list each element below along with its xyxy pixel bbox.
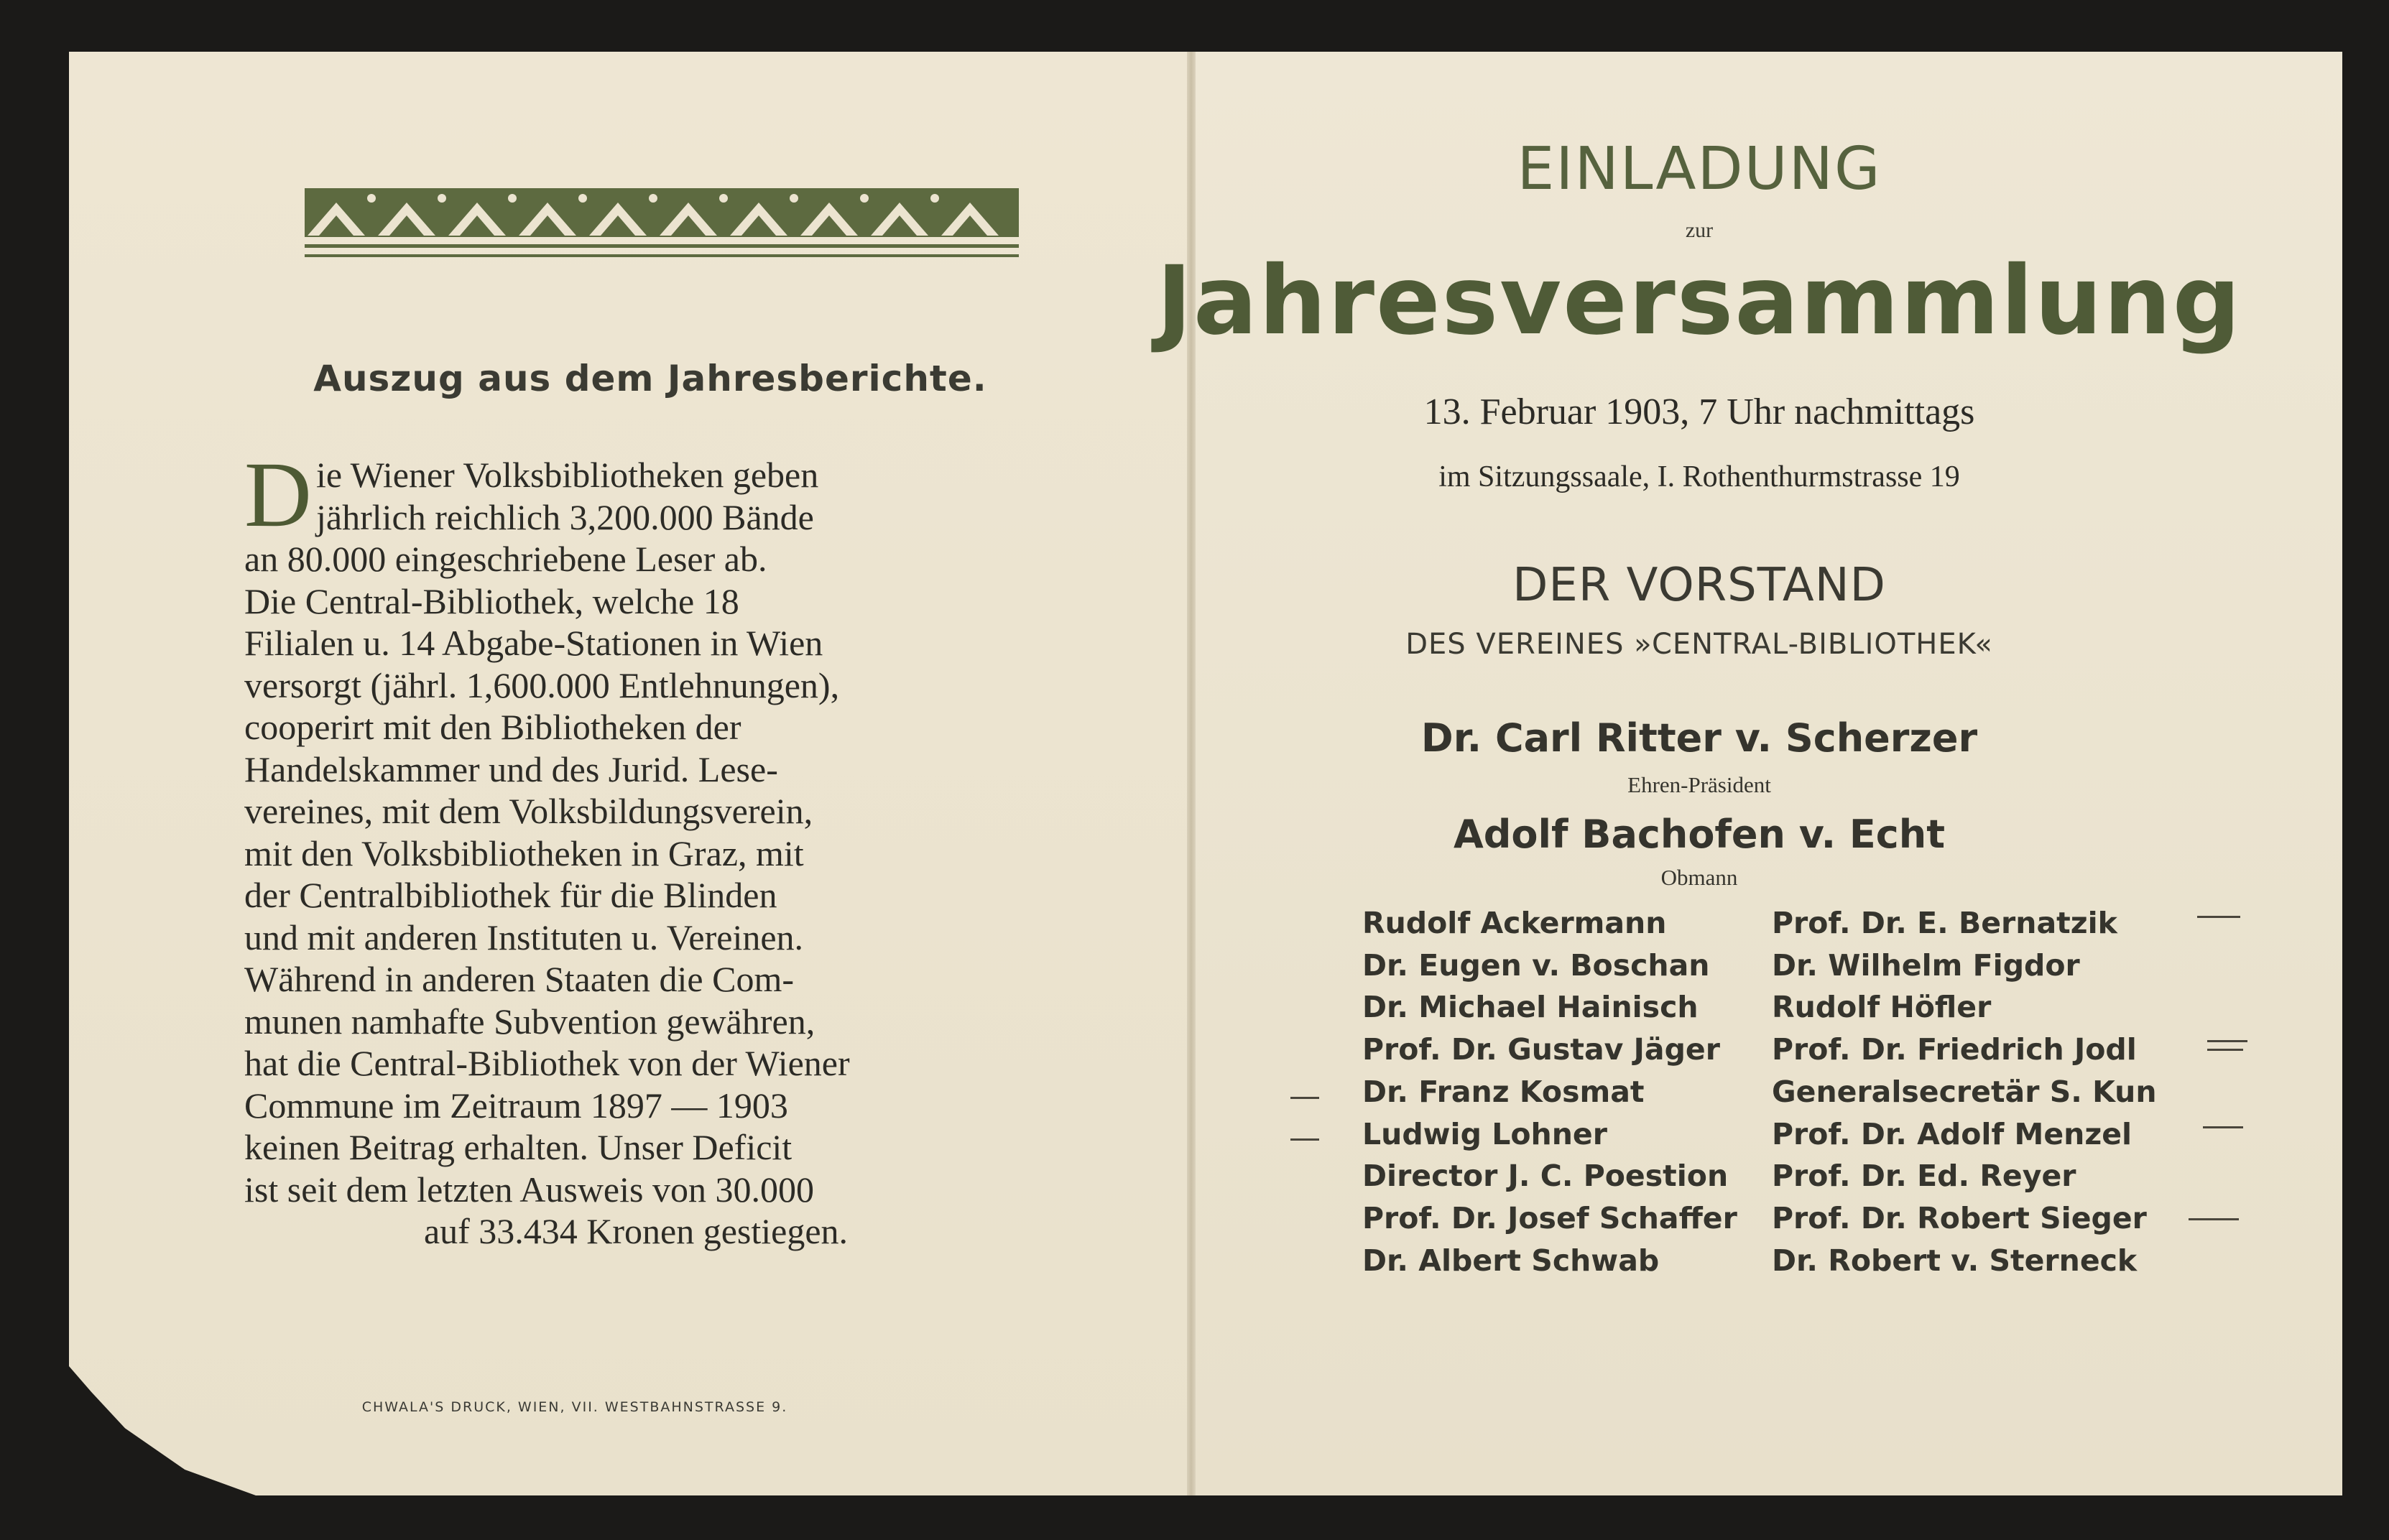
- member-name: Prof. Dr. E. Bernatzik: [1772, 906, 2117, 940]
- text-line: der Centralbibliothek für die Blinden: [244, 875, 777, 915]
- invitation-title: EINLADUNG: [1517, 135, 1882, 203]
- honorary-president-name: Dr. Carl Ritter v. Scherzer: [1420, 715, 1978, 761]
- decorative-border-ornament: [305, 188, 1019, 267]
- pencil-mark: [2197, 916, 2240, 918]
- member-name: Dr. Wilhelm Figdor: [1772, 947, 2080, 983]
- text-line: hat die Central-Bibliothek von der Wiener: [244, 1043, 850, 1083]
- honorary-president-role: Ehren-Präsident: [1627, 772, 1771, 797]
- text-line: jährlich reichlich 3,200.000 Bände: [316, 496, 814, 537]
- member-name: Dr. Robert v. Sterneck: [1772, 1243, 2138, 1278]
- text-line: versorgt (jährl. 1,600.000 Entlehnungen),: [244, 664, 840, 705]
- text-line: auf 33.434 Kronen gestiegen.: [423, 1211, 849, 1251]
- member-name: Rudolf Höfler: [1772, 990, 1992, 1025]
- member-name: Prof. Dr. Friedrich Jodl: [1772, 1032, 2137, 1067]
- text-line: vereines, mit dem Volksbildungsverein,: [244, 791, 813, 831]
- member-name: Generalsecretär S. Kun: [1772, 1074, 2157, 1109]
- text-line: Während in anderen Staaten die Com-: [244, 959, 794, 999]
- meeting-title: Jahresversammlung: [1156, 246, 2242, 356]
- text-line: keinen Beitrag erhalten. Unser Deficit: [244, 1127, 793, 1167]
- text-line: Commune im Zeitraum 1897 — 1903: [244, 1085, 788, 1126]
- member-name: Prof. Dr. Josef Schaffer: [1362, 1200, 1737, 1235]
- text-line: munen namhafte Subvention gewähren,: [244, 1001, 815, 1042]
- pencil-mark: [2207, 1040, 2247, 1042]
- text-line: an 80.000 eingeschriebene Leser ab.: [244, 539, 767, 579]
- excerpt-heading: Auszug aus dem Jahresberichte.: [313, 358, 987, 399]
- board-members-list: [1362, 902, 2196, 1281]
- pencil-mark: [2207, 1049, 2243, 1051]
- member-name: Prof. Dr. Adolf Menzel: [1772, 1116, 2132, 1151]
- member-name: Dr. Michael Hainisch: [1362, 990, 1699, 1025]
- chairman-name: Adolf Bachofen v. Echt: [1453, 812, 1946, 857]
- text-line: Die Central-Bibliothek, welche 18: [244, 580, 739, 621]
- excerpt-body: [244, 443, 1027, 1253]
- pencil-mark: [1290, 1097, 1319, 1099]
- pencil-mark: [1290, 1138, 1319, 1141]
- chairman-role: Obmann: [1660, 865, 1738, 890]
- member-name: Prof. Dr. Gustav Jäger: [1362, 1032, 1720, 1067]
- member-name: Prof. Dr. Robert Sieger: [1772, 1200, 2147, 1235]
- text-line: ist seit dem letzten Ausweis von 30.000: [244, 1169, 814, 1210]
- text-line: und mit anderen Instituten u. Vereinen.: [244, 917, 804, 957]
- printer-imprint: CHWALA'S DRUCK, WIEN, VII. WESTBAHNSTRASSE 9.: [361, 1399, 788, 1415]
- text-line: mit den Volksbibliotheken in Graz, mit: [244, 832, 804, 873]
- member-name: Dr. Eugen v. Boschan: [1362, 947, 1710, 983]
- board-heading: DER VORSTAND: [1512, 559, 1886, 612]
- text-line: Filialen u. 14 Abgabe-Stationen in Wien: [244, 623, 823, 663]
- pencil-mark: [2189, 1218, 2239, 1220]
- drop-cap: D: [244, 443, 312, 547]
- member-name: Ludwig Lohner: [1362, 1116, 1607, 1151]
- pencil-mark: [2203, 1126, 2243, 1128]
- meeting-date: 13. Februar 1903, 7 Uhr nachmittags: [1423, 391, 1975, 432]
- text-line: cooperirt mit den Bibliotheken der: [244, 707, 741, 747]
- member-name: Rudolf Ackermann: [1362, 906, 1667, 940]
- text-line: Handelskammer und des Jurid. Lese-: [244, 748, 778, 789]
- member-name: Dr. Albert Schwab: [1362, 1243, 1660, 1278]
- meeting-place: im Sitzungssaale, I. Rothenthurmstrasse 19: [1438, 460, 1960, 493]
- member-name: Director J. C. Poestion: [1362, 1159, 1729, 1194]
- zur-text: zur: [1685, 218, 1714, 242]
- association-name: DES VEREINES »CENTRAL-BIBLIOTHEK«: [1405, 628, 1993, 661]
- member-name: Prof. Dr. Ed. Reyer: [1772, 1159, 2076, 1194]
- member-name: Dr. Franz Kosmat: [1362, 1074, 1645, 1109]
- text-line: ie Wiener Volksbibliotheken geben: [316, 455, 819, 495]
